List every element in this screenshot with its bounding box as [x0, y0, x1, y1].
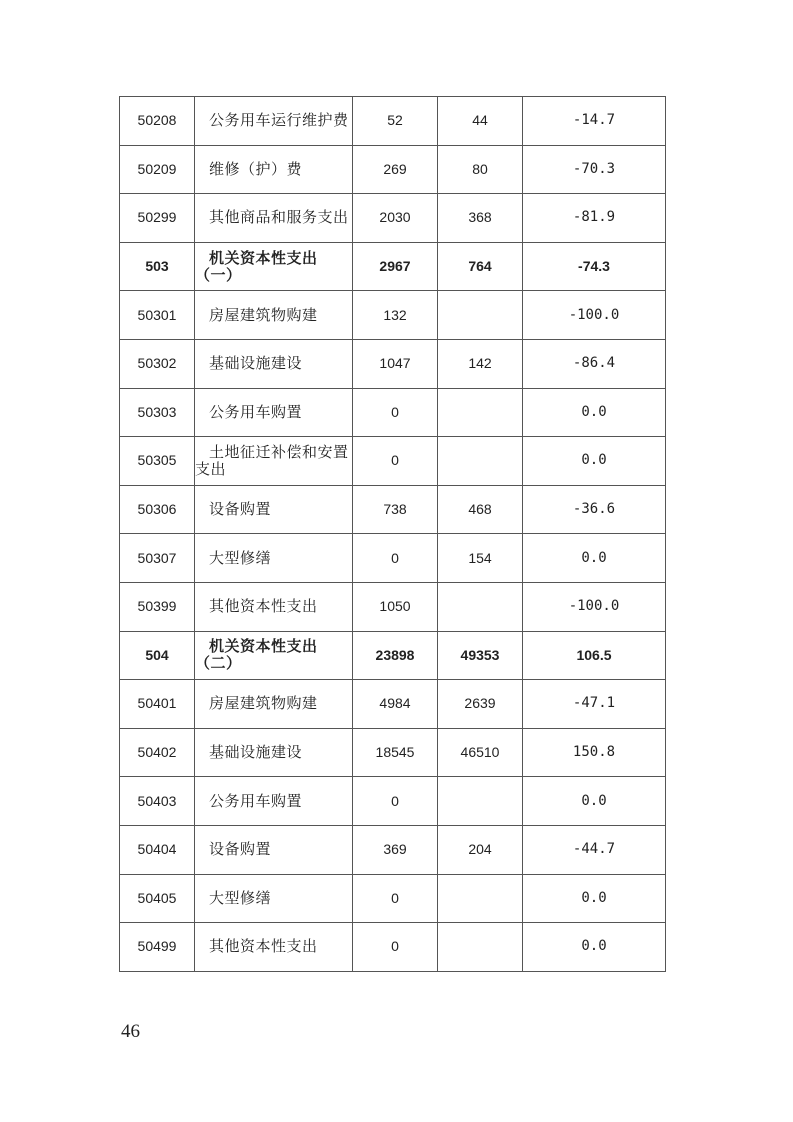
page-number: 46 [121, 1021, 140, 1042]
account-name-cell [195, 437, 353, 486]
account-name-cell [195, 339, 353, 388]
account-name-cell [195, 923, 353, 972]
table-row [120, 339, 666, 388]
table-row [120, 485, 666, 534]
value-cell-1: 269 [353, 145, 438, 194]
table-row [120, 242, 666, 291]
account-name-text: 土地征迁补偿和安置支出 [195, 442, 349, 478]
table-row [120, 437, 666, 486]
account-code-cell: 50499 [120, 923, 195, 972]
account-code-cell: 50303 [120, 388, 195, 437]
account-name-cell [195, 97, 353, 146]
account-name-text: 房屋建筑物购建 [209, 305, 318, 324]
value-cell-2: 154 [438, 534, 523, 583]
value-cell-1: 1050 [353, 582, 438, 631]
account-name-cell [195, 631, 353, 680]
value-cell-1: 0 [353, 777, 438, 826]
account-name-text: 设备购置 [209, 840, 272, 859]
change-percent-cell: 106.5 [523, 631, 666, 680]
value-cell-1: 0 [353, 874, 438, 923]
account-name-cell [195, 534, 353, 583]
account-name-text: 大型修缮 [209, 888, 272, 907]
account-name-cell [195, 680, 353, 729]
table-row [120, 728, 666, 777]
account-name-text: 基础设施建设 [209, 354, 303, 373]
change-percent-cell: 0.0 [523, 777, 666, 826]
account-name-text: 其他商品和服务支出 [209, 208, 349, 227]
change-percent-cell: 150.8 [523, 728, 666, 777]
change-percent-cell: -70.3 [523, 145, 666, 194]
account-name-cell [195, 242, 353, 291]
table-row [120, 291, 666, 340]
change-percent-cell: -100.0 [523, 582, 666, 631]
account-code-cell: 50403 [120, 777, 195, 826]
value-cell-1: 52 [353, 97, 438, 146]
account-code-cell: 50299 [120, 194, 195, 243]
account-code-cell: 50208 [120, 97, 195, 146]
change-percent-cell: 0.0 [523, 923, 666, 972]
value-cell-1: 1047 [353, 339, 438, 388]
value-cell-1: 0 [353, 437, 438, 486]
table-row [120, 680, 666, 729]
account-name-text: 房屋建筑物购建 [209, 694, 318, 713]
account-name-text: 其他资本性支出 [209, 597, 318, 616]
value-cell-2: 80 [438, 145, 523, 194]
account-code-cell: 50302 [120, 339, 195, 388]
change-percent-cell: 0.0 [523, 437, 666, 486]
account-name-cell [195, 728, 353, 777]
value-cell-2 [438, 777, 523, 826]
account-code-cell: 50306 [120, 485, 195, 534]
value-cell-2 [438, 291, 523, 340]
table-row [120, 582, 666, 631]
change-percent-cell: -14.7 [523, 97, 666, 146]
table-row [120, 777, 666, 826]
account-name-text: 基础设施建设 [209, 743, 303, 762]
value-cell-1: 132 [353, 291, 438, 340]
table-row [120, 388, 666, 437]
account-name-cell [195, 485, 353, 534]
value-cell-2: 46510 [438, 728, 523, 777]
account-name-cell [195, 777, 353, 826]
value-cell-2 [438, 388, 523, 437]
value-cell-2: 142 [438, 339, 523, 388]
table-row [120, 631, 666, 680]
value-cell-1: 738 [353, 485, 438, 534]
value-cell-1: 0 [353, 388, 438, 437]
value-cell-2: 49353 [438, 631, 523, 680]
value-cell-2 [438, 874, 523, 923]
change-percent-cell: -36.6 [523, 485, 666, 534]
value-cell-1: 0 [353, 923, 438, 972]
budget-table [119, 96, 666, 972]
table-row [120, 194, 666, 243]
account-code-cell: 503 [120, 242, 195, 291]
value-cell-2: 764 [438, 242, 523, 291]
value-cell-1: 0 [353, 534, 438, 583]
value-cell-1: 4984 [353, 680, 438, 729]
value-cell-1: 2967 [353, 242, 438, 291]
account-name-cell [195, 388, 353, 437]
account-code-cell: 50405 [120, 874, 195, 923]
value-cell-1: 2030 [353, 194, 438, 243]
table-row [120, 825, 666, 874]
account-code-cell: 50399 [120, 582, 195, 631]
table-row [120, 874, 666, 923]
table-row [120, 534, 666, 583]
value-cell-2: 2639 [438, 680, 523, 729]
account-name-cell [195, 874, 353, 923]
account-code-cell: 50401 [120, 680, 195, 729]
account-name-cell [195, 825, 353, 874]
account-code-cell: 50307 [120, 534, 195, 583]
account-code-cell: 50404 [120, 825, 195, 874]
change-percent-cell: -74.3 [523, 242, 666, 291]
account-name-cell [195, 194, 353, 243]
account-code-cell: 504 [120, 631, 195, 680]
value-cell-1: 23898 [353, 631, 438, 680]
value-cell-2: 44 [438, 97, 523, 146]
change-percent-cell: 0.0 [523, 388, 666, 437]
value-cell-2: 204 [438, 825, 523, 874]
change-percent-cell: -44.7 [523, 825, 666, 874]
value-cell-2: 368 [438, 194, 523, 243]
change-percent-cell: -100.0 [523, 291, 666, 340]
change-percent-cell: 0.0 [523, 534, 666, 583]
account-name-text: 公务用车购置 [209, 791, 303, 810]
account-name-cell [195, 291, 353, 340]
account-name-cell [195, 145, 353, 194]
account-name-text: 设备购置 [209, 500, 272, 519]
value-cell-1: 18545 [353, 728, 438, 777]
change-percent-cell: -47.1 [523, 680, 666, 729]
account-code-cell: 50402 [120, 728, 195, 777]
table-body [120, 97, 666, 972]
value-cell-2 [438, 582, 523, 631]
account-name-text: 公务用车运行维护费 [209, 111, 349, 130]
table-row [120, 923, 666, 972]
account-name-text: 公务用车购置 [209, 402, 303, 421]
account-name-text: 其他资本性支出 [209, 937, 318, 956]
table-row [120, 145, 666, 194]
account-name-text: 维修（护）费 [209, 159, 303, 178]
value-cell-2: 468 [438, 485, 523, 534]
account-code-cell: 50305 [120, 437, 195, 486]
account-name-text: 大型修缮 [209, 548, 272, 567]
value-cell-1: 369 [353, 825, 438, 874]
account-code-cell: 50209 [120, 145, 195, 194]
change-percent-cell: -81.9 [523, 194, 666, 243]
account-code-cell: 50301 [120, 291, 195, 340]
value-cell-2 [438, 923, 523, 972]
change-percent-cell: 0.0 [523, 874, 666, 923]
table-row [120, 97, 666, 146]
change-percent-cell: -86.4 [523, 339, 666, 388]
account-name-text: 机关资本性支出（一） [195, 248, 318, 284]
account-name-cell [195, 582, 353, 631]
value-cell-2 [438, 437, 523, 486]
account-name-text: 机关资本性支出（二） [195, 637, 318, 673]
